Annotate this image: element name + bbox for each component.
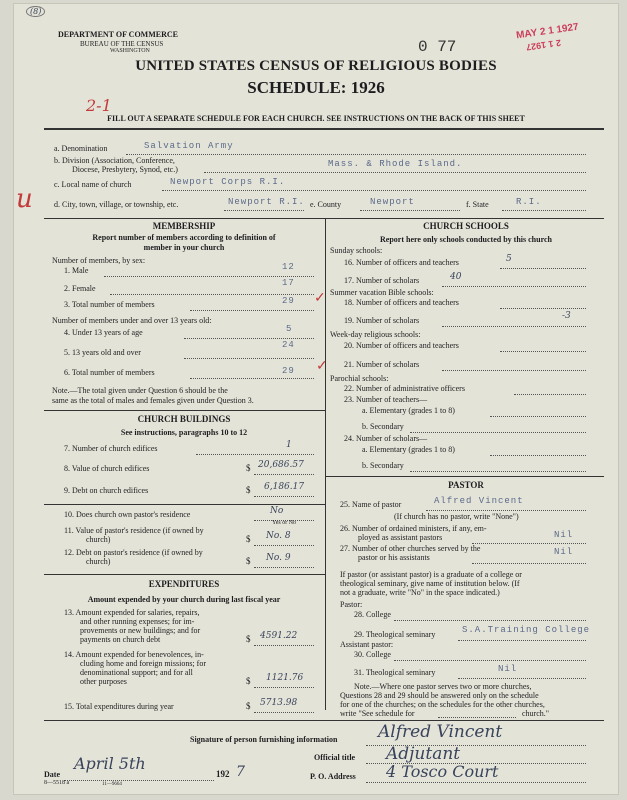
q13-value: 4591.22 [260, 631, 298, 641]
weekday-schools-label: Week-day religious schools: [330, 330, 421, 339]
date-line [64, 780, 214, 781]
q11-line [254, 545, 314, 546]
checkmark-q6: ✓ [316, 359, 328, 374]
q26-line [472, 543, 586, 544]
q2-label: 2. Female [64, 284, 96, 293]
q15-value: 5713.98 [260, 698, 298, 708]
q11-label: 11. Value of pastor's residence (if owned by [64, 526, 204, 535]
received-stamp-line1: MAY 2 1 1927 [515, 21, 580, 42]
q4-value: 5 [286, 324, 293, 334]
q15-line [254, 712, 314, 713]
expenditures-subheading: Amount expended by your church during last fiscal year [87, 595, 281, 604]
address-label: P. O. Address [310, 772, 356, 781]
q9-value: 6,186.17 [264, 482, 305, 492]
q6-value: 29 [282, 366, 295, 376]
q3-label: 3. Total number of members [64, 300, 155, 309]
division-line [204, 172, 586, 173]
state-label: f. State [466, 200, 489, 209]
q12-dollar: $ [246, 556, 251, 566]
q10-label: 10. Does church own pastor's residence [64, 510, 191, 519]
q15-dollar: $ [246, 701, 251, 711]
q27-label-2: pastor or his assistants [358, 553, 430, 562]
q2-line [110, 294, 314, 295]
parochial-schools-label: Parochial schools: [330, 374, 389, 383]
city-line [224, 210, 304, 211]
form-number: 0 77 [418, 38, 457, 56]
q24b-line [410, 471, 586, 472]
local-name-value: Newport Corps R.I. [170, 177, 286, 187]
graduate-note-3: not a graduate, write "No" in the space indicated.) [340, 588, 500, 597]
q8-value: 20,686.57 [258, 460, 304, 470]
division-value: Mass. & Rhode Island. [328, 159, 463, 169]
city-value: Newport R.I. [228, 197, 305, 207]
q3-value: 29 [282, 296, 295, 306]
signature-label: Signature of person furnishing information [190, 735, 338, 744]
instructions-line: FILL OUT A SEPARATE SCHEDULE FOR EACH CHURCH. SEE INSTRUCTIONS ON THE BACK OF THIS SHEET [107, 114, 525, 123]
q21-label: 21. Number of scholars [344, 360, 420, 369]
assistant-pastor-label: Assistant pastor: [340, 640, 394, 649]
membership-subheading-2: member in your church [143, 243, 225, 252]
q13-line-3: provements or new buildings; and for [80, 626, 201, 635]
margin-note: 2-1 [86, 96, 112, 115]
q29-line [458, 640, 586, 641]
q9-label: 9. Debt on church edifices [64, 486, 149, 495]
q18-label: 18. Number of officers and teachers [344, 298, 459, 307]
q27-value: Nil [554, 547, 574, 557]
q23-label: 23. Number of teachers— [344, 395, 428, 404]
sunday-schools-label: Sunday schools: [330, 246, 383, 255]
q23b-label: b. Secondary [362, 422, 404, 431]
graduate-note-2: theological seminary, give name of institution below. (If [340, 579, 520, 588]
q24-label: 24. Number of scholars— [344, 434, 428, 443]
q27-label: 27. Number of other churches served by the [340, 544, 481, 553]
q7-line [196, 454, 314, 455]
q11-label-2: church) [86, 535, 111, 544]
q21-line [442, 370, 586, 371]
official-title-label: Official title [314, 753, 356, 762]
denomination-label: a. Denomination [54, 144, 108, 153]
q31-line [458, 678, 586, 679]
q12-line [254, 567, 314, 568]
q14-line-2: cluding home and foreign missions; for [80, 659, 206, 668]
received-stamp-line2: 2 1 1927 [525, 37, 562, 53]
city-name: WASHINGTON [110, 48, 150, 54]
q11-dollar: $ [246, 534, 251, 544]
q25-value: Alfred Vincent [434, 496, 524, 506]
pastor-label: Pastor: [340, 600, 363, 609]
census-schedule-page [14, 4, 618, 794]
local-name-label: c. Local name of church [54, 180, 132, 189]
buildings-heading: CHURCH BUILDINGS [137, 414, 231, 424]
denomination-line [126, 154, 586, 155]
checkmark-q3: ✓ [314, 291, 326, 306]
q22-label: 22. Number of administrative officers [344, 384, 465, 393]
state-line [502, 210, 586, 211]
buildings-bottom-rule [44, 574, 325, 575]
state-value: R.I. [516, 197, 542, 207]
q23a-line [490, 416, 586, 417]
q14-line-3: denominational support; and for all [80, 668, 193, 677]
q14-line-4: other purposes [80, 677, 127, 686]
division-label: b. Division (Association, Conference, [54, 156, 175, 165]
q15-label: 15. Total expenditures during year [64, 702, 174, 711]
q14-line-1: 14. Amount expended for benevolences, in- [64, 650, 204, 659]
q14-line [254, 687, 314, 688]
signature-value: Alfred Vincent [378, 722, 503, 742]
members-by-sex-label: Number of members, by sex: [52, 256, 146, 265]
form-title: UNITED STATES CENSUS OF RELIGIOUS BODIES [135, 58, 497, 74]
pastor-note-1: Note.—Where one pastor serves two or more churches, [354, 682, 532, 691]
bureau-name: BUREAU OF THE CENSUS [80, 40, 164, 48]
q4-line [184, 338, 314, 339]
q1-value: 12 [282, 262, 295, 272]
q4-label: 4. Under 13 years of age [64, 328, 143, 337]
q3-line [190, 310, 314, 311]
q16-line [500, 268, 586, 269]
q29-value: S.A.Training College [462, 625, 591, 635]
pastor-note-5: church." [522, 709, 550, 718]
members-by-age-label: Number of members under and over 13 years old: [52, 316, 212, 325]
q9-dollar: $ [246, 485, 251, 495]
pastor-note-line [438, 717, 516, 718]
q7-value: 1 [286, 440, 292, 450]
q20-label: 20. Number of officers and teachers [344, 341, 459, 350]
q1-line [104, 276, 314, 277]
form-subtitle: SCHEDULE: 1926 [247, 78, 385, 97]
q5-line [184, 358, 314, 359]
q25-hint: (If church has no pastor, write "None") [394, 512, 519, 521]
q8-label: 8. Value of church edifices [64, 464, 150, 473]
q31-label: 31. Theological seminary [354, 668, 436, 677]
graduate-note-1: If pastor (or assistant pastor) is a graduate of a college or [340, 570, 522, 579]
q25-line [426, 510, 586, 511]
address-line [366, 782, 586, 783]
q26-label: 26. Number of ordained ministers, if any, em- [340, 524, 487, 533]
buildings-mid-rule [44, 504, 325, 505]
pastor-note-2: Questions 28 and 29 should be answered only on the schedule [340, 691, 539, 700]
q28-label: 28. College [354, 610, 391, 619]
q31-value: Nil [498, 664, 518, 674]
q17-line [442, 286, 586, 287]
schools-heading: CHURCH SCHOOLS [423, 221, 509, 231]
q10-hint: Yes or No [272, 520, 297, 526]
city-label: d. City, town, village, or township, etc. [54, 200, 179, 209]
q9-line [254, 496, 314, 497]
q8-dollar: $ [246, 463, 251, 473]
q1-label: 1. Male [64, 266, 89, 275]
division-label-2: Diocese, Presbytery, Synod, etc.) [72, 165, 178, 174]
membership-subheading-1: Report number of members according to definition of [92, 233, 276, 242]
q12-label: 12. Debt on pastor's residence (if owned by [64, 548, 203, 557]
membership-bottom-rule [44, 410, 325, 411]
pastor-note-4: write "See schedule for [340, 709, 415, 718]
form-code: 8—5518 a [44, 780, 70, 786]
year-prefix: 192 [216, 769, 230, 779]
address-value: 4 Tosco Court [386, 762, 499, 781]
q8-line [254, 474, 314, 475]
denomination-value: Salvation Army [144, 141, 234, 151]
q24a-label: a. Elementary (grades 1 to 8) [362, 445, 455, 454]
q14-value: 1121.76 [266, 673, 304, 683]
pastor-note-3: for one of the churches; on the schedules for the other churches, [340, 700, 545, 709]
q14-dollar: $ [246, 676, 251, 686]
schools-subheading: Report here only schools conducted by this church [380, 235, 552, 244]
county-label: e. County [310, 200, 342, 209]
date-label: Date [44, 770, 60, 779]
corner-mark: (8) [26, 6, 45, 17]
county-line [360, 210, 460, 211]
q13-line-4: payments on church debt [80, 635, 161, 644]
buildings-subheading: See instructions, paragraphs 10 to 12 [120, 428, 248, 437]
q12-value: No. 9 [266, 553, 291, 563]
q22-line [514, 394, 586, 395]
header-rule [44, 128, 604, 130]
q13-line-1: 13. Amount expended for salaries, repairs, [64, 608, 200, 617]
side-mark: u [16, 184, 33, 214]
q19-label: 19. Number of scholars [344, 316, 420, 325]
department-name: DEPARTMENT OF COMMERCE [58, 30, 179, 39]
q24a-line [490, 455, 586, 456]
q5-label: 5. 13 years old and over [64, 348, 141, 357]
q10-value: No [270, 506, 284, 516]
q23a-label: a. Elementary (grades 1 to 8) [362, 406, 455, 415]
summer-schools-label: Summer vacation Bible schools: [330, 288, 434, 297]
q16-label: 16. Number of officers and teachers [344, 258, 459, 267]
local-name-line [162, 190, 586, 191]
q19-value: -3 [562, 311, 571, 321]
official-title-value: Adjutant [386, 744, 461, 764]
membership-note-1: Note.—The total given under Question 6 should be the [52, 386, 228, 395]
q13-line [254, 645, 314, 646]
q17-value: 40 [450, 272, 462, 282]
q26-label-2: ployed as assistant pastors [358, 533, 443, 542]
q30-label: 30. College [354, 650, 391, 659]
q27-line [472, 563, 586, 564]
membership-heading: MEMBERSHIP [152, 221, 216, 231]
q16-value: 5 [506, 254, 512, 264]
membership-note-2: same as the total of males and females given under Question 3. [52, 396, 254, 405]
pastor-heading: PASTOR [448, 480, 484, 490]
expenditures-heading: EXPENDITURES [148, 579, 220, 589]
date-value: April 5th [74, 754, 146, 773]
q2-value: 17 [282, 278, 295, 288]
print-code: 11—9664 [102, 782, 122, 787]
q12-label-2: church) [86, 557, 111, 566]
q30-line [394, 660, 586, 661]
county-value: Newport [370, 197, 415, 207]
section-top-rule [44, 218, 604, 219]
q28-line [394, 620, 586, 621]
q5-value: 24 [282, 340, 295, 350]
q13-dollar: $ [246, 634, 251, 644]
q7-label: 7. Number of church edifices [64, 444, 158, 453]
q6-line [190, 378, 314, 379]
q23b-line [410, 432, 586, 433]
q11-value: No. 8 [266, 531, 291, 541]
q26-value: Nil [554, 530, 574, 540]
q6-label: 6. Total number of members [64, 368, 155, 377]
q24b-label: b. Secondary [362, 461, 404, 470]
year-value: 7 [236, 764, 245, 780]
section-bottom-rule [44, 720, 604, 721]
q19-line [442, 326, 586, 327]
q18-line [500, 308, 586, 309]
q20-line [500, 351, 586, 352]
q29-label: 29. Theological seminary [354, 630, 436, 639]
q13-line-2: and other running expenses; for im- [80, 617, 195, 626]
schools-bottom-rule [325, 476, 604, 477]
q17-label: 17. Number of scholars [344, 276, 420, 285]
q25-label: 25. Name of pastor [340, 500, 402, 509]
